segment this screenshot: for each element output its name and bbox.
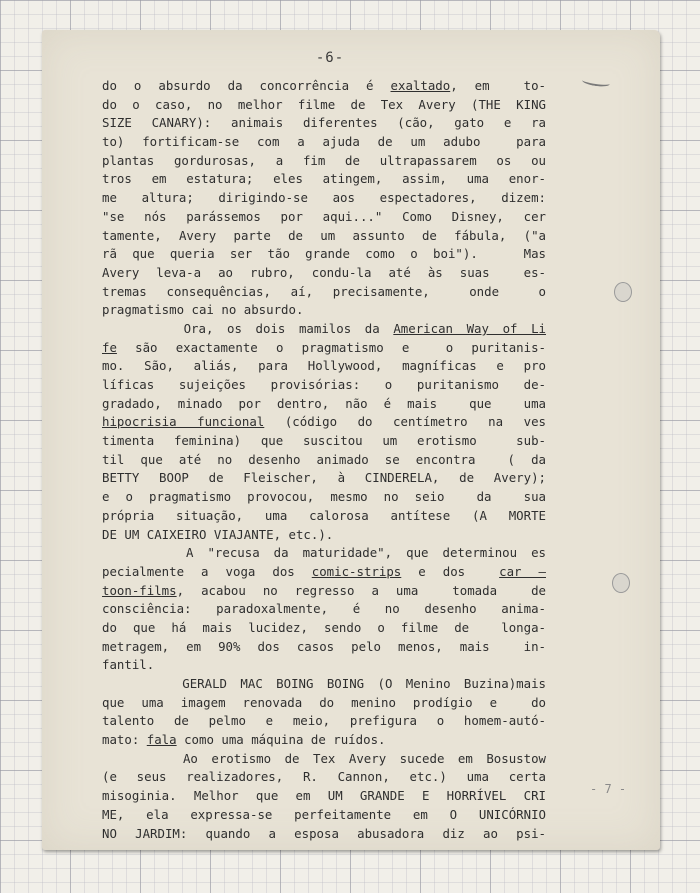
text-line [102,152,546,171]
text-line [102,731,546,750]
text-segment: líficas sujeições provisórias: o puritanismo de- [102,377,546,392]
text-segment: fantil. [102,657,155,673]
text-segment: Ora, os dois mamilos da [102,320,394,336]
text-segment: NO JARDIM: quando a esposa abusadora diz ao psi- [102,825,546,841]
underlined-text: fala [146,732,177,748]
text-line [102,413,546,432]
text-segment: tamente, Avery parte de um assunto de fábula, ("a [102,227,546,243]
text-segment: metragem, em 90% dos casos pelo menos, mais in- [102,638,546,654]
text-line [102,600,546,619]
punch-hole [614,282,632,302]
text-segment: (código do centímetro na ves [264,414,546,430]
text-segment: do que há mais lucidez, sendo o filme de longa- [102,619,546,635]
text-line [102,320,546,339]
text-line [102,208,546,227]
underlined-text: comic-strips [311,563,402,579]
text-line [102,357,546,376]
text-line [102,96,546,115]
text-line [102,77,546,96]
text-segment: plantas gordurosas, a fim de ultrapassarem os ou [102,152,546,168]
text-segment: tros em estatura; eles atingem, assim, uma enor- [102,171,546,187]
text-segment: como uma máquina de ruídos. [176,732,386,748]
underlined-text: toon-films [102,582,177,598]
page-number: -6- [315,50,345,66]
text-line [102,283,546,302]
text-segment: rã que queria ser tão grande como o boi"). Mas [102,246,546,262]
text-line [102,488,546,507]
text-line [102,675,546,694]
text-line [102,432,546,451]
text-segment: timenta feminina) que suscitou um erotismo sub- [102,433,546,449]
text-segment: tremas consequências, aí, precisamente, onde o [102,283,546,299]
text-line [102,806,546,825]
text-segment: me altura; dirigindo-se aos espectadores, dizem: [102,190,546,206]
underlined-text: fe [102,339,117,355]
text-segment: , em to- [450,78,546,93]
text-line [102,638,546,657]
text-segment: mato: [102,732,147,748]
text-segment: consciência: paradoxalmente, é no desenho anima- [102,601,546,617]
text-line [102,376,546,395]
text-segment: Avery leva-a ao rubro, condu-la até às suas es- [102,264,546,280]
text-segment: gradado, minado por dentro, não é mais que uma [102,395,546,411]
text-segment: do o caso, no melhor filme de Tex Avery (THE KING [102,96,546,112]
text-line [102,563,546,582]
text-segment: misoginia. Melhor que em UM GRANDE E HORRÍVEL CRI [102,788,546,804]
text-segment: Ao erotismo de Tex Avery sucede em Bosustow [102,750,546,766]
text-line [102,544,546,563]
text-segment: são exactamente o pragmatismo e o puritanis- [116,339,546,355]
text-line [102,114,546,133]
text-segment: , acabou no regresso a uma tomada de [176,582,546,598]
text-line [102,170,546,189]
text-segment: e o pragmatismo provocou, mesmo no seio da sua [102,489,546,505]
text-line [102,264,546,283]
text-line [102,189,546,208]
underlined-text: car — [499,563,546,579]
text-segment: pecialmente a voga dos [102,563,312,579]
text-segment: do o absurdo da concorrência é [102,78,391,93]
underlined-text: American Way of Li [393,320,546,336]
text-segment: "se nós parássemos por aqui..." Como Disney, cer [102,208,546,224]
text-line [102,768,546,787]
text-segment: e dos [401,563,500,579]
text-line [102,133,546,152]
text-segment: A "recusa da maturidade", que determinou es [102,545,546,561]
text-segment: GERALD MAC BOING BOING (O Menino Buzina)mais [102,676,546,691]
text-segment: que uma imagem renovada do menino prodígio e do [102,694,546,710]
text-segment: ME, ela expressa-se perfeitamente em O UNICÓRNIO [102,806,546,822]
text-segment: to) fortificam-se com a ajuda de um adubo para [102,134,546,150]
text-line [102,582,546,601]
text-segment: DE UM CAIXEIRO VIAJANTE, etc.). [102,526,334,542]
text-line [102,469,546,488]
text-line [102,787,546,806]
pencil-mark [582,76,611,88]
text-line [102,227,546,246]
text-line [102,619,546,638]
text-segment: (e seus realizadores, R. Cannon, etc.) uma certa [102,769,546,785]
text-segment: mo. São, aliás, para Hollywood, magníficas e pro [102,358,546,374]
text-line [102,750,546,769]
text-segment: talento de pelmo e meio, prefigura o homem-autó- [102,713,546,729]
text-line [102,245,546,264]
underlined-text: exaltado [390,78,451,93]
body-text [102,77,546,843]
text-line [102,656,546,675]
text-segment: própria situação, uma calorosa antítese (A MORTE [102,507,546,523]
text-line [102,451,546,470]
text-line [102,712,546,731]
text-line [102,694,546,713]
text-segment: til que até no desenho animado se encontra ( da [102,451,546,467]
footer-mark: - 7 - [590,782,627,796]
text-line [102,301,546,320]
text-line [102,526,546,545]
underlined-text: hipocrisia funcional [102,414,265,430]
text-line [102,339,546,358]
text-segment: BETTY BOOP de Fleischer, à CINDERELA, de Avery); [102,470,546,486]
text-segment: pragmatismo cai no absurdo. [102,302,304,318]
punch-hole [612,573,630,593]
text-line [102,825,546,844]
text-segment: SIZE CANARY): animais diferentes (cão, gato e ra [102,115,546,131]
text-line [102,507,546,526]
text-line [102,395,546,414]
